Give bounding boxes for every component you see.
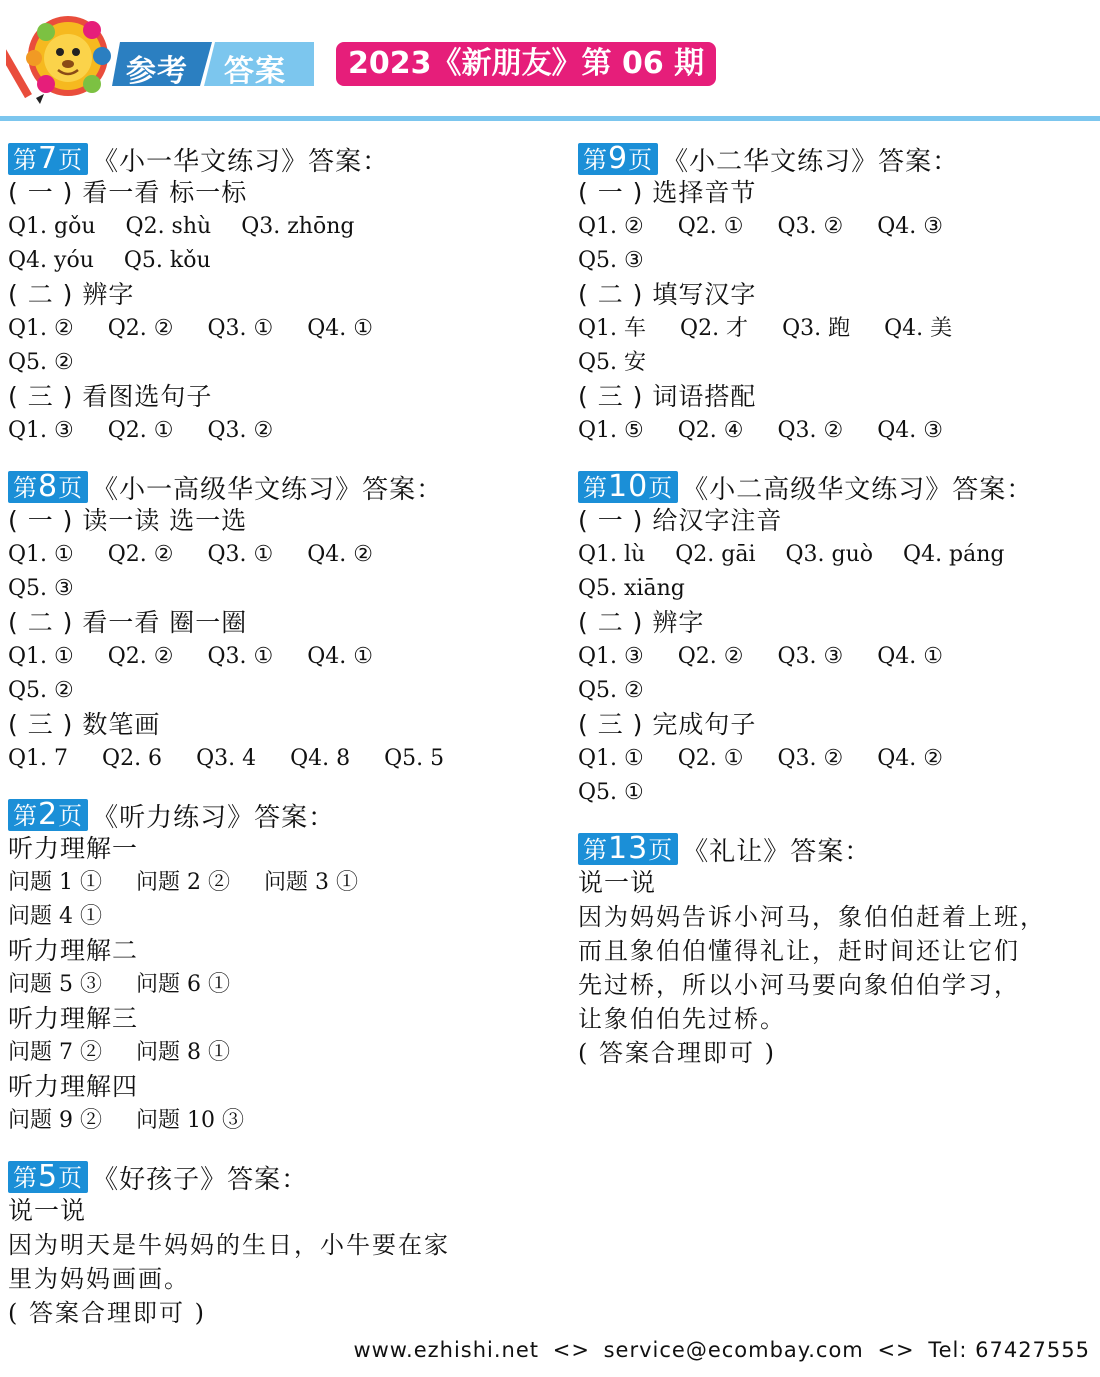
page-tag: 第13页 (578, 833, 678, 865)
left-column (8, 142, 558, 1352)
group-heading: ( 三 ) 数笔画 (8, 710, 161, 739)
group-heading: ( 一 ) 看一看 标一标 (8, 178, 248, 207)
page-tag: 第5页 (8, 1161, 88, 1193)
section-title: 第10页 《小二高级华文练习》答案： (578, 470, 1098, 504)
answer-row: Q1. 7 Q2. 6 Q3. 4 Q4. 8 Q5. 5 (8, 746, 445, 771)
section-title: 第5页 《好孩子》答案： (8, 1160, 558, 1194)
answer-row: 问题 4 ① (8, 904, 102, 929)
group-heading: ( 二 ) 看一看 圈一圈 (8, 608, 248, 637)
label-part1: 参考 (126, 54, 188, 89)
answer-row: Q5. ② (8, 350, 74, 375)
answer-row: 问题 5 ③ 问题 6 ① (8, 972, 230, 997)
group-heading: ( 三 ) 看图选句子 (8, 382, 213, 411)
group-heading: ( 二 ) 辨字 (8, 280, 135, 309)
group-heading: ( 三 ) 词语搭配 (578, 382, 757, 411)
footer (347, 1338, 1090, 1362)
page-tag: 第10页 (578, 471, 678, 503)
group-heading: ( 一 ) 选择音节 (578, 178, 757, 207)
answer-row: Q1. ① Q2. ② Q3. ① Q4. ① (8, 644, 373, 669)
section-title: 第9页 《小二华文练习》答案： (578, 142, 1098, 176)
answer-row: Q5. ② (578, 678, 644, 703)
answer-row: Q5. ② (8, 678, 74, 703)
answer-row: Q1. ③ Q2. ① Q3. ② (8, 418, 274, 443)
section-title: 第2页 《听力练习》答案： (8, 798, 558, 832)
label-part2: 答案 (224, 54, 286, 89)
group-heading: 说一说 (578, 868, 657, 897)
answer-row: Q1. 车 Q2. 才 Q3. 跑 Q4. 美 (578, 316, 953, 341)
group-heading: 听力理解二 (8, 936, 139, 965)
answer-row: Q5. 安 (578, 350, 647, 375)
group-heading: ( 一 ) 读一读 选一选 (8, 506, 248, 535)
answer-row: Q1. lù Q2. gāi Q3. guò Q4. páng (578, 542, 1005, 567)
answer-row: 问题 1 ① 问题 2 ② 问题 3 ① (8, 870, 358, 895)
group-heading: 听力理解一 (8, 834, 139, 863)
section-title: 第13页 《礼让》答案： (578, 832, 1098, 866)
section-page-7 (8, 142, 558, 448)
group-heading: 听力理解四 (8, 1072, 139, 1101)
group-heading: ( 一 ) 给汉字注音 (578, 506, 783, 535)
footer-separator: <> (552, 1338, 590, 1362)
section-page-13 (578, 832, 1098, 1070)
answer-row: Q1. gǒu Q2. shù Q3. zhōng (8, 214, 355, 239)
page-tag: 第7页 (8, 143, 88, 175)
page-tag: 第8页 (8, 471, 88, 503)
header (0, 0, 1100, 122)
answer-row: 问题 7 ② 问题 8 ① (8, 1040, 230, 1065)
section-page-2 (8, 798, 558, 1138)
answer-row: Q5. ③ (8, 576, 74, 601)
answer-row: Q1. ③ Q2. ② Q3. ③ Q4. ① (578, 644, 943, 669)
section-page-8 (8, 470, 558, 776)
section-title: 第7页 《小一华文练习》答案： (8, 142, 558, 176)
section-page-9 (578, 142, 1098, 448)
answer-row: 问题 9 ② 问题 10 ③ (8, 1108, 244, 1133)
group-heading: ( 三 ) 完成句子 (578, 710, 757, 739)
lion-mascot-icon (6, 12, 126, 104)
answer-row: Q1. ② Q2. ② Q3. ① Q4. ① (8, 316, 373, 341)
page-tag: 第2页 (8, 799, 88, 831)
answer-paragraph: 因为妈妈告诉小河马，象伯伯赶着上班， 而且象伯伯懂得礼让，赶时间还让它们 先过桥，所以小河马要向象伯伯学习， 让象伯伯先过桥。 ( 答案合理即可 ) (578, 903, 1046, 1067)
answer-row: Q1. ② Q2. ① Q3. ② Q4. ③ (578, 214, 943, 239)
answer-row: Q1. ① Q2. ① Q3. ② Q4. ② (578, 746, 943, 771)
header-divider (0, 116, 1100, 121)
answer-key-label (112, 42, 314, 89)
footer-tel: Tel: 67427555 (928, 1338, 1090, 1362)
group-heading: 听力理解三 (8, 1004, 139, 1033)
group-heading: ( 二 ) 填写汉字 (578, 280, 757, 309)
right-column (578, 142, 1098, 1092)
answer-row: Q5. ③ (578, 248, 644, 273)
page-tag: 第9页 (578, 143, 658, 175)
answer-paragraph: 因为明天是牛妈妈的生日，小牛要在家 里为妈妈画画。 ( 答案合理即可 ) (8, 1231, 450, 1327)
answer-row: Q5. ① (578, 780, 644, 805)
answer-row: Q5. xiāng (578, 576, 685, 601)
answer-row: Q4. yóu Q5. kǒu (8, 248, 211, 273)
section-page-10 (578, 470, 1098, 810)
footer-separator: <> (877, 1338, 915, 1362)
issue-badge: 2023《新朋友》第 06 期 (336, 42, 716, 86)
answer-row: Q1. ⑤ Q2. ④ Q3. ② Q4. ③ (578, 418, 943, 443)
group-heading: 说一说 (8, 1196, 87, 1225)
footer-website[interactable]: www.ezhishi.net (353, 1338, 540, 1362)
answer-row: Q1. ① Q2. ② Q3. ① Q4. ② (8, 542, 373, 567)
section-title: 第8页 《小一高级华文练习》答案： (8, 470, 558, 504)
footer-email[interactable]: service@ecombay.com (603, 1338, 864, 1362)
section-page-5 (8, 1160, 558, 1330)
group-heading: ( 二 ) 辨字 (578, 608, 705, 637)
